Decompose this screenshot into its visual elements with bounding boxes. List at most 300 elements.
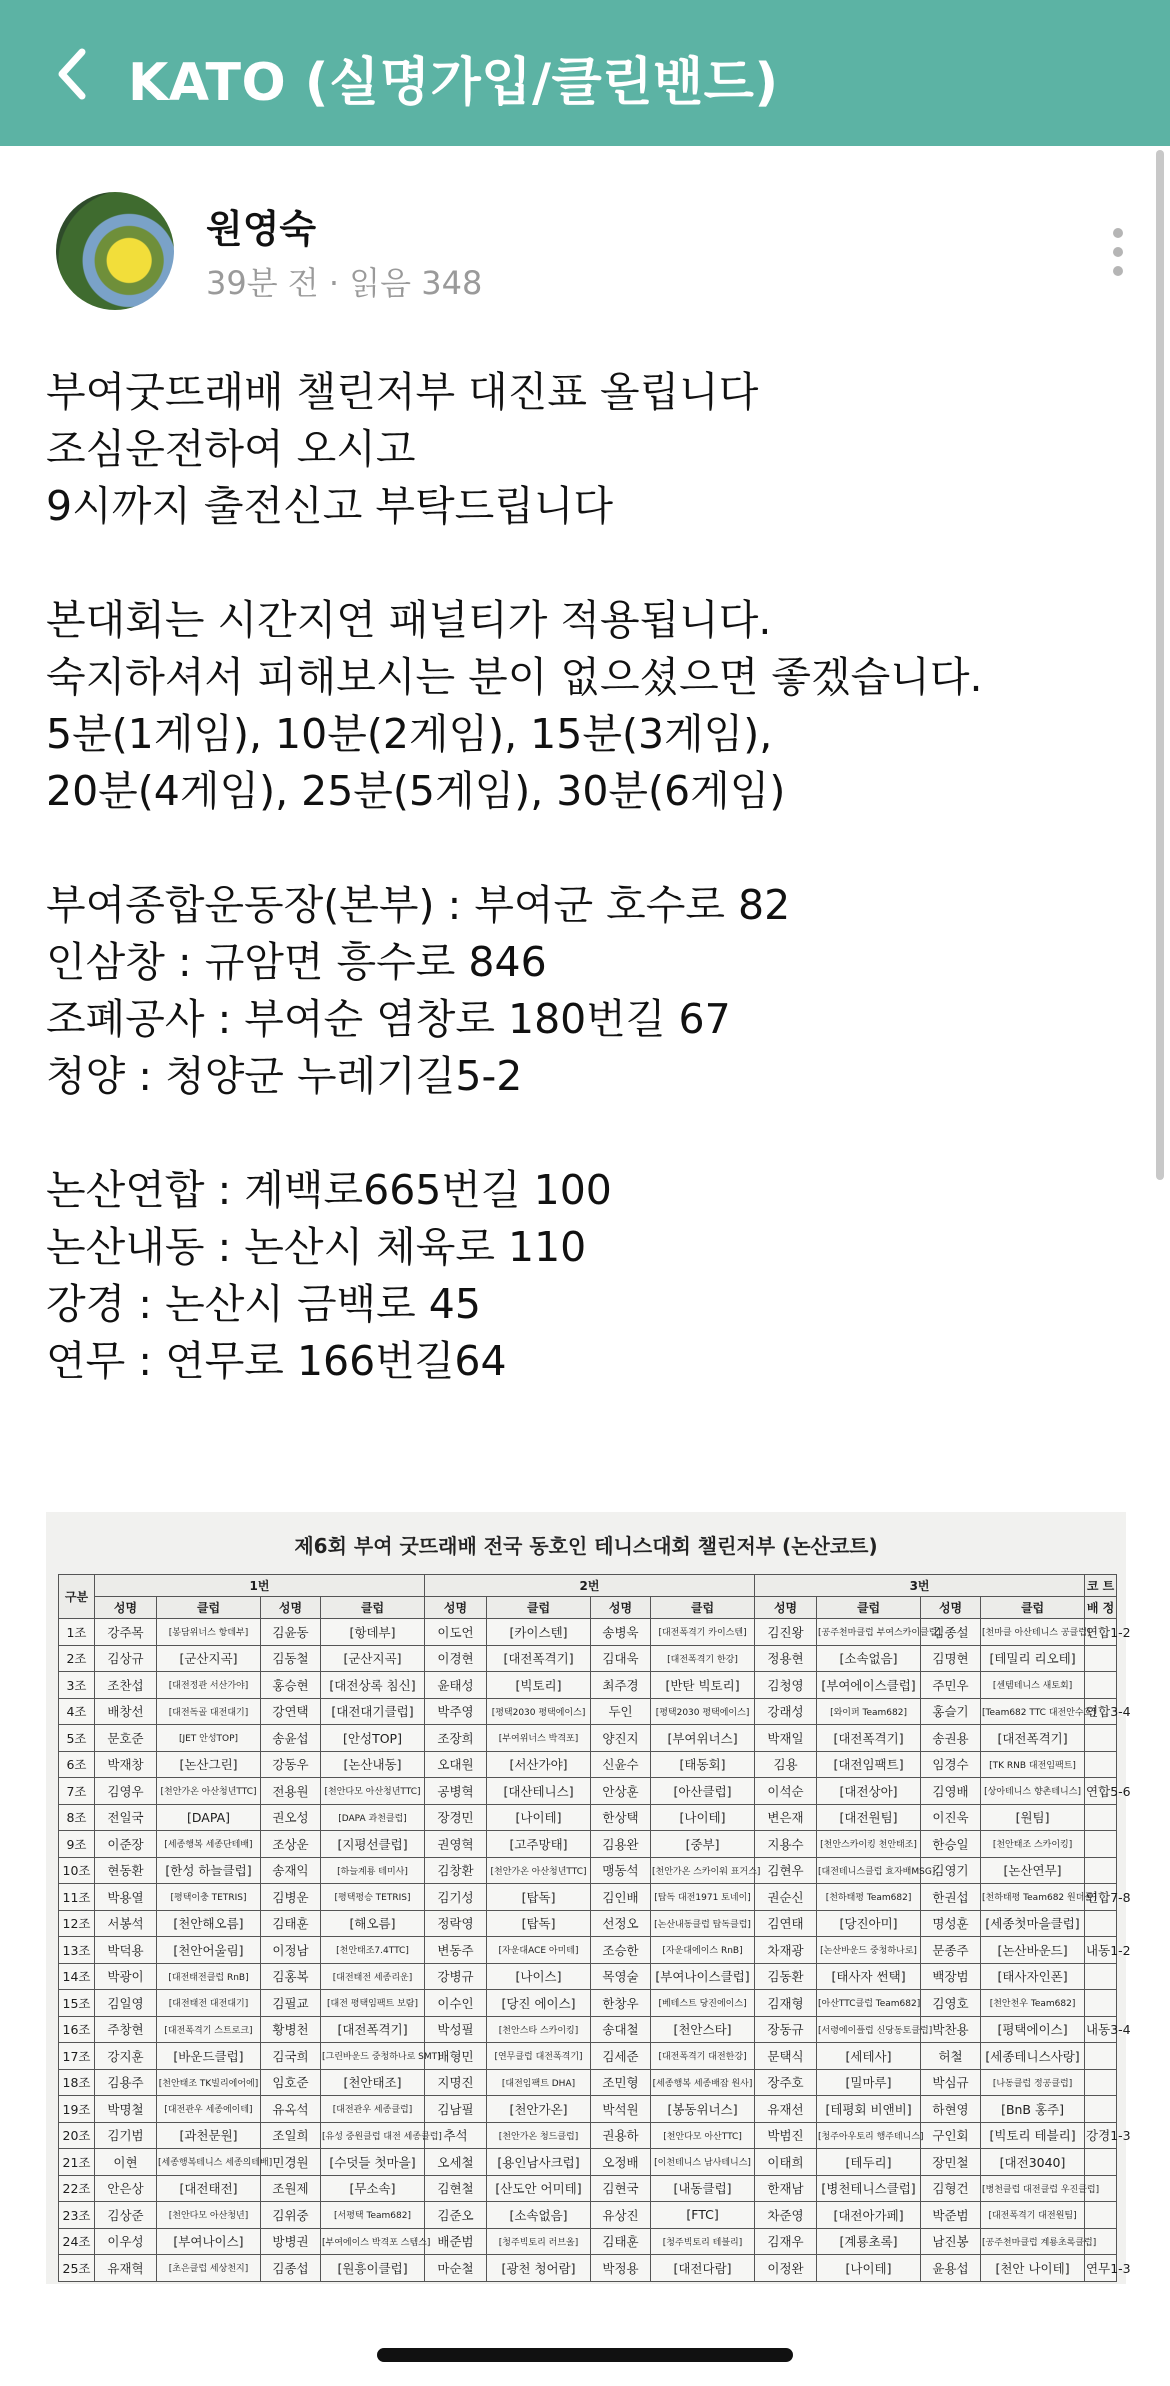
table-cell: 박준범	[921, 2202, 981, 2229]
table-cell: 조장희	[425, 1725, 487, 1752]
table-row	[59, 2149, 1117, 2176]
table-cell: 맹동석	[591, 1857, 651, 1884]
table-cell: [대전폭격기 카이스텐]	[651, 1619, 755, 1646]
table-cell: [대전태전 대전대기]	[157, 1990, 261, 2017]
table-cell: 이정완	[755, 2255, 817, 2282]
table-cell: [나이테]	[817, 2255, 921, 2282]
table-cell	[1085, 1804, 1117, 1831]
table-cell: 한권섭	[921, 1884, 981, 1911]
table-cell: 21조	[59, 2149, 95, 2176]
table-cell: [대전상록 침신]	[321, 1672, 425, 1699]
table-cell: [수덧들 첫마을]	[321, 2149, 425, 2176]
table-cell: [베테스트 당진에이스]	[651, 1990, 755, 2017]
table-cell: 강지훈	[95, 2043, 157, 2070]
table-cell: [천안 나이테]	[981, 2255, 1085, 2282]
table-cell: 17조	[59, 2043, 95, 2070]
header-cell: 1번	[95, 1575, 425, 1597]
table-cell: [TK RNB 대전임팩트]	[981, 1751, 1085, 1778]
table-cell	[1085, 1831, 1117, 1858]
column-header: 배 정	[1085, 1597, 1117, 1619]
table-cell: [부여나이스]	[157, 2228, 261, 2255]
table-cell: [무소속]	[321, 2175, 425, 2202]
table-cell: [산도안 어미테]	[487, 2175, 591, 2202]
table-cell: [천안가온]	[487, 2096, 591, 2123]
table-cell: 이진욱	[921, 1804, 981, 1831]
table-cell: 20조	[59, 2122, 95, 2149]
table-cell: [대전태전]	[157, 2175, 261, 2202]
column-header: 클럽	[651, 1597, 755, 1619]
table-cell: 김영우	[95, 1778, 157, 1805]
table-cell: [평택평승 TETRIS]	[321, 1884, 425, 1911]
table-cell: 이태희	[755, 2149, 817, 2176]
table-cell: 김영호	[921, 1990, 981, 2017]
table-cell: 김형건	[921, 2175, 981, 2202]
table-cell: 장주호	[755, 2069, 817, 2096]
table-cell: 전용원	[261, 1778, 321, 1805]
table-cell: [중부]	[651, 1831, 755, 1858]
table-cell: [천안가온 아산청년TTC]	[157, 1778, 261, 1805]
table-cell: 선정오	[591, 1910, 651, 1937]
table-cell: 강경1-3	[1085, 2122, 1117, 2149]
table-cell: 정용현	[755, 1645, 817, 1672]
table-cell: 전일국	[95, 1804, 157, 1831]
table-row	[59, 1990, 1117, 2017]
table-cell: 배준범	[425, 2228, 487, 2255]
blank-line	[46, 535, 1126, 592]
table-cell: [대전임팩트]	[817, 1751, 921, 1778]
scrollbar[interactable]	[1156, 150, 1164, 1180]
post-author	[56, 192, 1116, 312]
table-cell: 변동주	[425, 1937, 487, 1964]
table-row	[59, 2016, 1117, 2043]
table-cell	[1085, 2202, 1117, 2229]
table-cell: 김영배	[921, 1778, 981, 1805]
table-row	[59, 2122, 1117, 2149]
table-cell: 김준오	[425, 2202, 487, 2229]
table-cell: 윤용섭	[921, 2255, 981, 2282]
table-cell: 김상준	[95, 2202, 157, 2229]
table-cell: [대전3040]	[981, 2149, 1085, 2176]
table-cell: 김창환	[425, 1857, 487, 1884]
table-cell: 조원제	[261, 2175, 321, 2202]
table-row	[59, 2228, 1117, 2255]
table-row	[59, 1884, 1117, 1911]
table-cell: 조찬섭	[95, 1672, 157, 1699]
group-header-row	[59, 1575, 1117, 1597]
table-cell: 윤태성	[425, 1672, 487, 1699]
table-cell: 김남필	[425, 2096, 487, 2123]
table-cell	[1085, 2069, 1117, 2096]
body-line: 부여굿뜨래배 챌린저부 대진표 올립니다	[46, 368, 759, 416]
table-cell: [나이테]	[487, 1804, 591, 1831]
body-line: 인삼창 : 규암면 흥수로 846	[46, 938, 547, 986]
table-cell: 연무1-3	[1085, 2255, 1117, 2282]
table-cell: [서평택 Team682]	[321, 2202, 425, 2229]
table-cell: 목영술	[591, 1963, 651, 1990]
table-cell: 차준영	[755, 2202, 817, 2229]
table-cell: [대전정관 서산가야]	[157, 1672, 261, 1699]
table-cell: 배형민	[425, 2043, 487, 2070]
table-cell: [천안태조 TK빌리에어에]	[157, 2069, 261, 2096]
home-indicator	[377, 2348, 793, 2362]
table-cell: 공병혁	[425, 1778, 487, 1805]
table-cell: [대전폭격기 대전한강]	[651, 2043, 755, 2070]
body-line: 논산연합 : 계백로665번길 100	[46, 1166, 612, 1214]
table-cell: 주민우	[921, 1672, 981, 1699]
column-header: 성명	[261, 1597, 321, 1619]
table-cell: 김청영	[755, 1672, 817, 1699]
table-cell: 강병규	[425, 1963, 487, 1990]
table-cell: [봉동위너스]	[651, 2096, 755, 2123]
table-cell: 오대원	[425, 1751, 487, 1778]
table-cell: 김용	[755, 1751, 817, 1778]
table-cell: [테두리]	[817, 2149, 921, 2176]
table-cell: [대전관우 세종에이테]	[157, 2096, 261, 2123]
table-cell: 김병운	[261, 1884, 321, 1911]
table-cell: 박재창	[95, 1751, 157, 1778]
table-cell: 최주경	[591, 1672, 651, 1699]
table-cell: 이우성	[95, 2228, 157, 2255]
table-cell: 김태훈	[591, 2228, 651, 2255]
post-body	[46, 364, 1126, 1390]
table-cell: [항데부]	[321, 1619, 425, 1646]
band-title: KATO (실명가입/클린밴드)	[128, 53, 779, 113]
table-cell	[1085, 1751, 1117, 1778]
table-cell	[1085, 1857, 1117, 1884]
table-cell: 18조	[59, 2069, 95, 2096]
table-cell: [Team682 TTC 대전안수호]	[981, 1698, 1085, 1725]
table-row	[59, 2175, 1117, 2202]
table-cell: 김현철	[425, 2175, 487, 2202]
table-cell: [천안스카이킹 천안태조]	[817, 1831, 921, 1858]
table-cell: 김윤동	[261, 1619, 321, 1646]
table-cell: [대전다람]	[651, 2255, 755, 2282]
table-cell: 강연택	[261, 1698, 321, 1725]
table-cell: [대전테니스클럽 효자배MSG]	[817, 1857, 921, 1884]
table-cell: 박석원	[591, 2096, 651, 2123]
body-line: 논산내동 : 논산시 체육로 110	[46, 1223, 587, 1271]
body-line: 9시까지 출전신고 부탁드립니다	[46, 482, 614, 530]
table-cell: [평택이충 TETRIS]	[157, 1884, 261, 1911]
table-cell	[1085, 1645, 1117, 1672]
table-cell: 두인	[591, 1698, 651, 1725]
column-header: 클럽	[981, 1597, 1085, 1619]
table-cell: [세종행복 세종배잡 원사]	[651, 2069, 755, 2096]
bracket-image[interactable]	[46, 1512, 1131, 2284]
table-cell: 이현	[95, 2149, 157, 2176]
column-header: 성명	[921, 1597, 981, 1619]
table-cell: 서봉석	[95, 1910, 157, 1937]
table-cell: 배창선	[95, 1698, 157, 1725]
table-cell: [군산지곡]	[157, 1645, 261, 1672]
table-cell: 김현국	[591, 2175, 651, 2202]
bracket-table	[58, 1574, 1131, 2282]
table-cell: [세테사]	[817, 2043, 921, 2070]
table-cell: 유옥석	[261, 2096, 321, 2123]
table-cell: 7조	[59, 1778, 95, 1805]
table-cell: [병천클럽 대전클럽 우진클럽]	[981, 2175, 1085, 2202]
table-cell: 한재남	[755, 2175, 817, 2202]
table-cell: [청주빅토리 테블리]	[651, 2228, 755, 2255]
table-cell: 김상규	[95, 1645, 157, 1672]
table-cell: 박정용	[591, 2255, 651, 2282]
table-cell: 연합3-4	[1085, 1698, 1117, 1725]
table-cell: 하현영	[921, 2096, 981, 2123]
column-header: 클럽	[487, 1597, 591, 1619]
table-cell: 김용주	[95, 2069, 157, 2096]
table-cell: 한상택	[591, 1804, 651, 1831]
table-cell: 김일영	[95, 1990, 157, 2017]
body-line: 청양 : 청양군 누레기길5-2	[46, 1052, 523, 1100]
table-cell: [안성TOP]	[321, 1725, 425, 1752]
table-cell: [고주망태]	[487, 1831, 591, 1858]
body-line: 조폐공사 : 부여순 염창로 180번길 67	[46, 995, 731, 1043]
table-cell: 김종섭	[261, 2255, 321, 2282]
body-line: 본대회는 시간지연 패널티가 적용됩니다.	[46, 596, 772, 644]
table-cell: [평택2030 평택에이스]	[651, 1698, 755, 1725]
table-cell: 유상진	[591, 2202, 651, 2229]
avatar[interactable]	[56, 192, 174, 310]
table-cell: [천안다모 아산TTC]	[651, 2122, 755, 2149]
table-cell: [논산내동클럽 탑독클럽]	[651, 1910, 755, 1937]
table-cell: 조민형	[591, 2069, 651, 2096]
table-cell: [대전대기클럽]	[321, 1698, 425, 1725]
table-row	[59, 2255, 1117, 2282]
table-cell: 박범진	[755, 2122, 817, 2149]
table-cell: 15조	[59, 1990, 95, 2017]
table-cell: [논산바운드]	[981, 1937, 1085, 1964]
column-header: 성명	[591, 1597, 651, 1619]
table-cell: 명성훈	[921, 1910, 981, 1937]
author-name[interactable]: 원영숙	[206, 207, 317, 251]
table-cell: 24조	[59, 2228, 95, 2255]
table-cell: [세종행복테니스 세종의테배]	[157, 2149, 261, 2176]
table-cell	[1085, 2149, 1117, 2176]
table-cell: 권순신	[755, 1884, 817, 1911]
column-header: 성명	[95, 1597, 157, 1619]
table-cell: 박재일	[755, 1725, 817, 1752]
column-header: 성명	[755, 1597, 817, 1619]
table-cell: [태동회]	[651, 1751, 755, 1778]
table-cell: 한승일	[921, 1831, 981, 1858]
table-row	[59, 1698, 1117, 1725]
table-cell: [나이테]	[651, 1804, 755, 1831]
table-cell: 홍슬기	[921, 1698, 981, 1725]
table-cell: 권오성	[261, 1804, 321, 1831]
table-cell: 권영혁	[425, 1831, 487, 1858]
table-cell	[1085, 1910, 1117, 1937]
table-row	[59, 1963, 1117, 1990]
table-cell: 조일희	[261, 2122, 321, 2149]
table-cell: 송권용	[921, 1725, 981, 1752]
table-cell: [논산바운드 중청하나로]	[817, 1937, 921, 1964]
table-cell: 안은상	[95, 2175, 157, 2202]
table-cell: 이준장	[95, 1831, 157, 1858]
table-cell: 박명철	[95, 2096, 157, 2123]
table-cell: [천안가온 스카이워 표거스]	[651, 1857, 755, 1884]
table-cell: 황병천	[261, 2016, 321, 2043]
table-cell: 문택식	[755, 2043, 817, 2070]
table-cell: [세종행복 세종단테배]	[157, 1831, 261, 1858]
table-cell: 박용열	[95, 1884, 157, 1911]
column-header: 클럽	[817, 1597, 921, 1619]
header-cell: 2번	[425, 1575, 755, 1597]
table-cell: 마순철	[425, 2255, 487, 2282]
body-line: 연무 : 연무로 166번길64	[46, 1337, 507, 1385]
table-cell: [대전관우 세종클럽]	[321, 2096, 425, 2123]
table-cell: [대전폭격기 대전원팀]	[981, 2202, 1085, 2229]
table-cell: [대전폭격기 한강]	[651, 1645, 755, 1672]
table-cell: 16조	[59, 2016, 95, 2043]
table-cell: [대전태전 세종리운]	[321, 1963, 425, 1990]
table-cell: 12조	[59, 1910, 95, 1937]
table-row	[59, 2202, 1117, 2229]
table-cell: [천안다모 아산청년TTC]	[321, 1778, 425, 1805]
table-cell: [태사자인폰]	[981, 1963, 1085, 1990]
table-row	[59, 1857, 1117, 1884]
table-cell: [병천테니스클럽]	[817, 2175, 921, 2202]
table-cell	[1085, 2043, 1117, 2070]
table-cell: [자운대ACE 아미테]	[487, 1937, 591, 1964]
table-cell: 양진지	[591, 1725, 651, 1752]
table-cell: [대전임팩트 DHA]	[487, 2069, 591, 2096]
table-cell: 내동3-4	[1085, 2016, 1117, 2043]
table-cell: [소속없음]	[487, 2202, 591, 2229]
table-cell: 송대철	[591, 2016, 651, 2043]
table-cell: [평택2030 평택에이스]	[487, 1698, 591, 1725]
table-cell: 송재익	[261, 1857, 321, 1884]
table-cell: [DAPA 과천클럽]	[321, 1804, 425, 1831]
table-cell: 8조	[59, 1804, 95, 1831]
table-cell: 김명현	[921, 1645, 981, 1672]
table-cell: 이수인	[425, 1990, 487, 2017]
table-cell: [BnB 홍주]	[981, 2096, 1085, 2123]
table-row	[59, 1910, 1117, 1937]
table-cell: 민경원	[261, 2149, 321, 2176]
table-cell: [내동클럽]	[651, 2175, 755, 2202]
table-cell: [나이스]	[487, 1963, 591, 1990]
table-cell: 추석	[425, 2122, 487, 2149]
table-cell: 김국희	[261, 2043, 321, 2070]
table-cell: 이석순	[755, 1778, 817, 1805]
table-cell: [이천테니스 남사테니스]	[651, 2149, 755, 2176]
chevron-left-icon[interactable]	[54, 46, 90, 102]
table-cell: 6조	[59, 1751, 95, 1778]
more-options-button[interactable]	[1098, 222, 1138, 282]
header-cell: 코 트	[1085, 1575, 1117, 1597]
table-cell: [천안태조]	[321, 2069, 425, 2096]
table-cell: [논산연무]	[981, 1857, 1085, 1884]
table-cell: 강래성	[755, 1698, 817, 1725]
table-cell: 김진왕	[755, 1619, 817, 1646]
table-cell: [대전폭격기]	[487, 1645, 591, 1672]
table-cell: 조승한	[591, 1937, 651, 1964]
table-cell: 강동우	[261, 1751, 321, 1778]
table-cell: [아산TTC클럽 Team682]	[817, 1990, 921, 2017]
table-cell: 박주영	[425, 1698, 487, 1725]
table-cell: 박덕용	[95, 1937, 157, 1964]
table-cell: [대전폭격기]	[981, 1725, 1085, 1752]
table-cell: 김용완	[591, 1831, 651, 1858]
table-cell: 장민철	[921, 2149, 981, 2176]
table-cell: [원흥이클럽]	[321, 2255, 425, 2282]
table-row	[59, 2096, 1117, 2123]
table-cell: 23조	[59, 2202, 95, 2229]
table-row	[59, 1831, 1117, 1858]
table-cell: 정락영	[425, 1910, 487, 1937]
table-cell: [태사자 썬택]	[817, 1963, 921, 1990]
table-cell: [천하태평 Team682 원더폴]	[981, 1884, 1085, 1911]
table-cell: 구인회	[921, 2122, 981, 2149]
table-cell: [청주아우토리 행주테니스]	[817, 2122, 921, 2149]
table-cell: [공주천마클럽 부여스카이클럽]	[817, 1619, 921, 1646]
table-cell: [천안가온 청드클럽]	[487, 2122, 591, 2149]
column-header-row	[59, 1597, 1117, 1619]
table-cell: 김기범	[95, 2122, 157, 2149]
table-cell: 22조	[59, 2175, 95, 2202]
table-cell: [하늘계룡 테미사]	[321, 1857, 425, 1884]
table-cell: 현동환	[95, 1857, 157, 1884]
table-cell: [세종테니스사랑]	[981, 2043, 1085, 2070]
table-cell: 문종주	[921, 1937, 981, 1964]
table-cell: 이도언	[425, 1619, 487, 1646]
table-cell: [서산가야]	[487, 1751, 591, 1778]
table-cell: 차재광	[755, 1937, 817, 1964]
table-cell: [과천문원]	[157, 2122, 261, 2149]
table-cell: 5조	[59, 1725, 95, 1752]
table-cell: [천마클 아산테니스 공클럽]	[981, 1619, 1085, 1646]
table-cell: 김영기	[921, 1857, 981, 1884]
column-header: 클럽	[321, 1597, 425, 1619]
table-cell: [나동클럽 정공클럽]	[981, 2069, 1085, 2096]
table-cell: [세종첫마을클럽]	[981, 1910, 1085, 1937]
body-line: 조심운전하여 오시고	[46, 425, 416, 473]
table-cell: 홍승현	[261, 1672, 321, 1699]
table-cell: 박성필	[425, 2016, 487, 2043]
body-line: 숙지하셔서 피해보시는 분이 없으셨으면 좋겠습니다.	[46, 653, 983, 701]
table-cell: [대전아가페]	[817, 2202, 921, 2229]
table-cell: [천하태평 Team682]	[817, 1884, 921, 1911]
table-cell: 13조	[59, 1937, 95, 1964]
table-cell: 지용수	[755, 1831, 817, 1858]
table-cell: [천안태조7.4TTC]	[321, 1937, 425, 1964]
table-cell: [빅토리]	[487, 1672, 591, 1699]
table-cell: [탑독]	[487, 1884, 591, 1911]
table-cell: [한성 하늘클럽]	[157, 1857, 261, 1884]
table-cell: 김동철	[261, 1645, 321, 1672]
table-row	[59, 1645, 1117, 1672]
table-cell: [부여위너스]	[651, 1725, 755, 1752]
table-cell: [대전상아]	[817, 1778, 921, 1805]
table-cell: [천안어울림]	[157, 1937, 261, 1964]
table-cell: 연합7-8	[1085, 1884, 1117, 1911]
back-button[interactable]	[40, 34, 104, 114]
table-cell: 권용하	[591, 2122, 651, 2149]
table-cell: [연무클럽 대전폭격기]	[487, 2043, 591, 2070]
table-cell	[1085, 2096, 1117, 2123]
table-cell: [용인남사크럽]	[487, 2149, 591, 2176]
table-cell: [부여에이스 박격포 스템스]	[321, 2228, 425, 2255]
vertical-ellipsis-icon	[1113, 228, 1123, 238]
table-cell	[1085, 1963, 1117, 1990]
table-cell: [테평회 비앤비]	[817, 2096, 921, 2123]
table-cell: 조상운	[261, 1831, 321, 1858]
table-cell: [대전태전클럽 RnB]	[157, 1963, 261, 1990]
table-cell: [천안스타]	[651, 2016, 755, 2043]
table-cell: [대전독골 대전대기]	[157, 1698, 261, 1725]
post-meta: 39분 전 · 읽음 348	[206, 264, 483, 302]
table-cell: 김연태	[755, 1910, 817, 1937]
